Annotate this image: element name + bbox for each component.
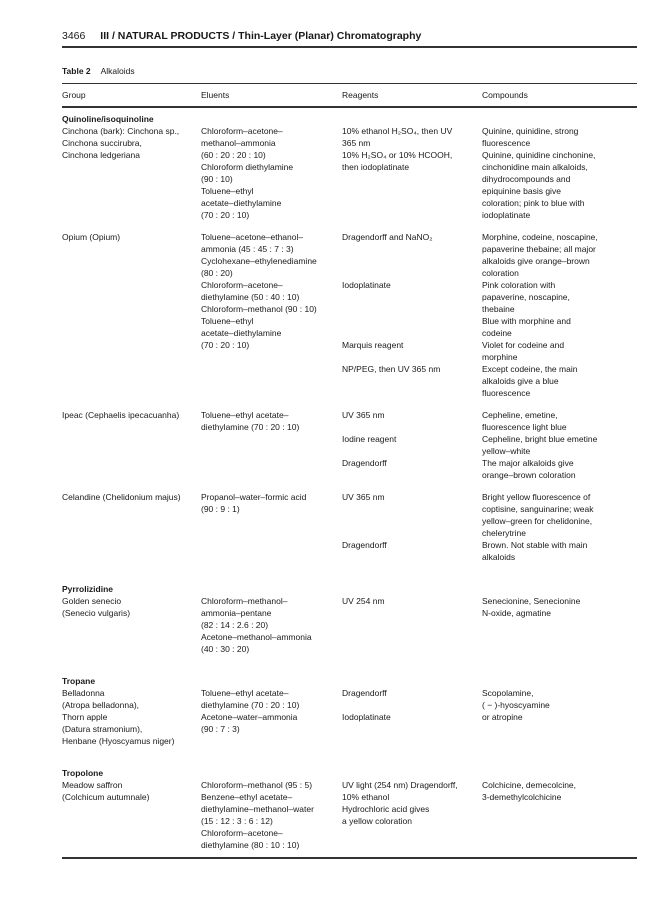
eluents-cell: [201, 595, 312, 655]
reagents-line: Dragendorff and NaNO₂: [342, 232, 433, 242]
reagents-line: UV 365 nm: [342, 410, 385, 420]
running-head: [62, 30, 421, 42]
eluents-line: methanol–ammonia: [201, 138, 276, 148]
reagents-line: Dragendorff: [342, 540, 387, 550]
group-line: Ipeac (Cephaelis ipecacuanha): [62, 410, 180, 420]
eluents-line: Chloroform–acetone–: [201, 828, 283, 838]
compounds-line: ( − )-hyoscyamine: [482, 700, 550, 710]
eluents-line: Chloroform–acetone–: [201, 280, 283, 290]
eluents-line: Toluene–ethyl acetate–: [201, 410, 289, 420]
eluents-line: Chloroform–methanol (90 : 10): [201, 304, 317, 314]
reagents-line: 10% ethanol: [342, 792, 390, 802]
reagents-line: Marquis reagent: [342, 340, 404, 350]
compounds-line: Senecionine, Senecionine: [482, 596, 581, 606]
running-title: III / NATURAL PRODUCTS / Thin-Layer (Planar) Chromatography: [100, 30, 422, 42]
compounds-line: alkaloids give orange–brown: [482, 256, 590, 266]
eluents-line: (60 : 20 : 20 : 10): [201, 150, 266, 160]
compounds-line: coloration: [482, 268, 519, 278]
eluents-line: diethylamine (70 : 20 : 10): [201, 422, 300, 432]
reagents-line: [342, 243, 440, 255]
eluents-line: acetate–diethylamine: [201, 328, 282, 338]
compounds-line: alkaloids give a blue: [482, 376, 559, 386]
group-line: (Datura stramonium),: [62, 724, 143, 734]
reagents-line: [342, 315, 440, 327]
eluents-line: diethylamine (70 : 20 : 10): [201, 700, 300, 710]
group-line: Meadow saffron: [62, 780, 123, 790]
group-line: Celandine (Chelidonium majus): [62, 492, 181, 502]
compounds-cell: [482, 687, 550, 723]
compounds-line: Colchicine, demecolcine,: [482, 780, 577, 790]
reagents-cell: [342, 595, 385, 607]
reagents-line: [342, 255, 440, 267]
group-line: Cinchona succirubra,: [62, 138, 142, 148]
reagents-line: [342, 351, 440, 363]
reagents-line: 10% ethanol H₂SO₄, then UV: [342, 126, 453, 136]
compounds-line: morphine: [482, 352, 518, 362]
group-line: Opium (Opium): [62, 232, 121, 242]
eluents-line: Toluene–acetone–ethanol–: [201, 232, 304, 242]
compounds-line: Morphine, codeine, noscapine,: [482, 232, 598, 242]
table-caption: [62, 66, 135, 76]
eluents-line: diethylamine (50 : 40 : 10): [201, 292, 300, 302]
compounds-line: cinchonidine main alkaloids,: [482, 162, 588, 172]
compounds-line: Quinine, quinidine, strong: [482, 126, 579, 136]
group-cell: [62, 687, 174, 747]
table-bottom-rule: [62, 857, 637, 859]
reagents-cell: [342, 409, 396, 469]
section-heading: Tropolone: [62, 768, 104, 778]
reagents-line: Iodoplatinate: [342, 712, 391, 722]
group-line: Thorn apple: [62, 712, 108, 722]
reagents-line: [342, 527, 387, 539]
reagents-cell: [342, 125, 452, 173]
table-row: [62, 231, 637, 409]
eluents-line: Acetone–water–ammonia: [201, 712, 298, 722]
compounds-line: The major alkaloids give: [482, 458, 574, 468]
group-cell: [62, 409, 179, 421]
table-row: [62, 409, 637, 491]
section-heading: Quinoline/isoquinoline: [62, 114, 154, 124]
eluents-line: (70 : 20 : 10): [201, 210, 250, 220]
compounds-line: thebaine: [482, 304, 515, 314]
table-row: [62, 779, 637, 861]
reagents-line: UV light (254 nm) Dragendorff,: [342, 780, 458, 790]
group-line: Cinchona ledgeriana: [62, 150, 140, 160]
reagents-line: [342, 327, 440, 339]
reagents-line: UV 254 nm: [342, 596, 385, 606]
group-cell: [62, 779, 149, 803]
eluents-cell: [201, 409, 299, 433]
group-line: Belladonna: [62, 688, 105, 698]
compounds-line: Quinine, quinidine cinchonine,: [482, 150, 596, 160]
column-header-reagents: Reagents: [342, 90, 379, 100]
eluents-line: Propanol–water–formic acid: [201, 492, 307, 502]
compounds-line: N-oxide, agmatine: [482, 608, 551, 618]
eluents-line: diethylamine (80 : 10 : 10): [201, 840, 300, 850]
compounds-cell: [482, 491, 594, 563]
compounds-line: yellow–green for chelidonine,: [482, 516, 593, 526]
compounds-cell: [482, 231, 598, 399]
eluents-line: (40 : 30 : 20): [201, 644, 250, 654]
compounds-line: Scopolamine,: [482, 688, 534, 698]
compounds-line: orange–brown coloration: [482, 470, 576, 480]
compounds-cell: [482, 595, 580, 619]
reagents-line: [342, 303, 440, 315]
compounds-line: papaverine thebaine; all major: [482, 244, 596, 254]
compounds-line: epiquinine basis give: [482, 186, 561, 196]
group-line: (Colchicum autumnale): [62, 792, 150, 802]
group-cell: [62, 125, 179, 161]
eluents-line: diethylamine–methanol–water: [201, 804, 314, 814]
table-row: [62, 125, 637, 231]
reagents-line: then iodoplatinate: [342, 162, 410, 172]
eluents-line: (90 : 7 : 3): [201, 724, 240, 734]
compounds-line: iodoplatinate: [482, 210, 531, 220]
reagents-line: Dragendorff: [342, 688, 387, 698]
group-line: Cinchona (bark): Cinchona sp.,: [62, 126, 180, 136]
reagents-cell: [342, 231, 440, 375]
compounds-line: fluorescence light blue: [482, 422, 567, 432]
reagents-line: Iodoplatinate: [342, 280, 391, 290]
table-title: Alkaloids: [100, 66, 135, 76]
group-line: (Atropa belladonna),: [62, 700, 140, 710]
reagents-cell: [342, 779, 458, 827]
reagents-line: [342, 503, 387, 515]
compounds-cell: [482, 125, 595, 221]
compounds-line: fluorescence: [482, 388, 531, 398]
reagents-line: 10% H₂SO₄ or 10% HCOOH,: [342, 150, 453, 160]
column-header-group: Group: [62, 90, 86, 100]
eluents-cell: [201, 491, 306, 515]
eluents-cell: [201, 231, 317, 351]
page-number: 3466: [62, 30, 86, 42]
compounds-line: yellow–white: [482, 446, 531, 456]
compounds-line: fluorescence: [482, 138, 531, 148]
eluents-line: (70 : 20 : 10): [201, 340, 250, 350]
group-cell: [62, 595, 130, 619]
eluents-line: Chloroform diethylamine: [201, 162, 294, 172]
compounds-line: dihydrocompounds and: [482, 174, 571, 184]
reagents-line: Dragendorff: [342, 458, 387, 468]
eluents-cell: [201, 779, 314, 851]
column-header-eluents: Eluents: [201, 90, 230, 100]
eluents-line: ammonia–pentane: [201, 608, 272, 618]
eluents-line: Chloroform–methanol–: [201, 596, 288, 606]
group-cell: [62, 491, 181, 503]
reagents-line: Iodine reagent: [342, 434, 397, 444]
compounds-line: Except codeine, the main: [482, 364, 578, 374]
eluents-line: (90 : 10): [201, 174, 233, 184]
reagents-line: [342, 421, 396, 433]
compounds-line: 3-demethylcolchicine: [482, 792, 562, 802]
section-heading: Pyrrolizidine: [62, 584, 114, 594]
reagents-line: [342, 445, 396, 457]
reagents-line: [342, 699, 391, 711]
reagents-line: 365 nm: [342, 138, 371, 148]
table-row: [62, 687, 637, 757]
eluents-cell: [201, 687, 299, 735]
section-heading: Tropane: [62, 676, 96, 686]
compounds-line: alkaloids: [482, 552, 516, 562]
compounds-line: Cepheline, bright blue emetine: [482, 434, 598, 444]
table-header: [62, 90, 637, 102]
table-header-rule: [62, 106, 637, 108]
eluents-line: (82 : 14 : 2.6 : 20): [201, 620, 269, 630]
compounds-line: coptisine, sanguinarine; weak: [482, 504, 594, 514]
eluents-line: (15 : 12 : 3 : 6 : 12): [201, 816, 273, 826]
group-line: Golden senecio: [62, 596, 122, 606]
reagents-line: UV 365 nm: [342, 492, 385, 502]
compounds-line: chelerytrine: [482, 528, 526, 538]
eluents-line: Toluene–ethyl: [201, 186, 254, 196]
reagents-line: NP/PEG, then UV 365 nm: [342, 364, 441, 374]
header-rule: [62, 46, 637, 48]
compounds-line: codeine: [482, 328, 512, 338]
reagents-cell: [342, 687, 391, 723]
compounds-line: Cepheline, emetine,: [482, 410, 558, 420]
compounds-cell: [482, 779, 576, 803]
eluents-cell: [201, 125, 293, 221]
reagents-line: [342, 515, 387, 527]
reagents-line: Hydrochloric acid gives: [342, 804, 430, 814]
table-row: [62, 595, 637, 665]
eluents-line: Toluene–ethyl: [201, 316, 254, 326]
compounds-line: or atropine: [482, 712, 523, 722]
eluents-line: Toluene–ethyl acetate–: [201, 688, 289, 698]
compounds-line: Brown. Not stable with main: [482, 540, 588, 550]
table-body: [62, 113, 637, 861]
compounds-line: papaverine, noscapine,: [482, 292, 570, 302]
eluents-line: (80 : 20): [201, 268, 233, 278]
table-label: Table 2: [62, 66, 91, 76]
table-top-rule: [62, 83, 637, 84]
eluents-line: Acetone–methanol–ammonia: [201, 632, 312, 642]
reagents-line: [342, 291, 440, 303]
group-line: (Senecio vulgaris): [62, 608, 131, 618]
column-header-compounds: Compounds: [482, 90, 528, 100]
compounds-line: Violet for codeine and: [482, 340, 565, 350]
group-cell: [62, 231, 120, 243]
eluents-line: ammonia (45 : 45 : 7 : 3): [201, 244, 294, 254]
compounds-line: coloration; pink to blue with: [482, 198, 585, 208]
compounds-line: Bright yellow fluorescence of: [482, 492, 591, 502]
eluents-line: Chloroform–acetone–: [201, 126, 283, 136]
reagents-cell: [342, 491, 387, 551]
eluents-line: Benzene–ethyl acetate–: [201, 792, 293, 802]
eluents-line: acetate–diethylamine: [201, 198, 282, 208]
compounds-cell: [482, 409, 597, 481]
reagents-line: a yellow coloration: [342, 816, 412, 826]
reagents-line: [342, 267, 440, 279]
eluents-line: Chloroform–methanol (95 : 5): [201, 780, 313, 790]
eluents-line: Cyclohexane–ethylenediamine: [201, 256, 317, 266]
compounds-line: Pink coloration with: [482, 280, 556, 290]
compounds-line: Blue with morphine and: [482, 316, 571, 326]
group-line: Henbane (Hyoscyamus niger): [62, 736, 175, 746]
table-row: [62, 491, 637, 573]
eluents-line: (90 : 9 : 1): [201, 504, 240, 514]
